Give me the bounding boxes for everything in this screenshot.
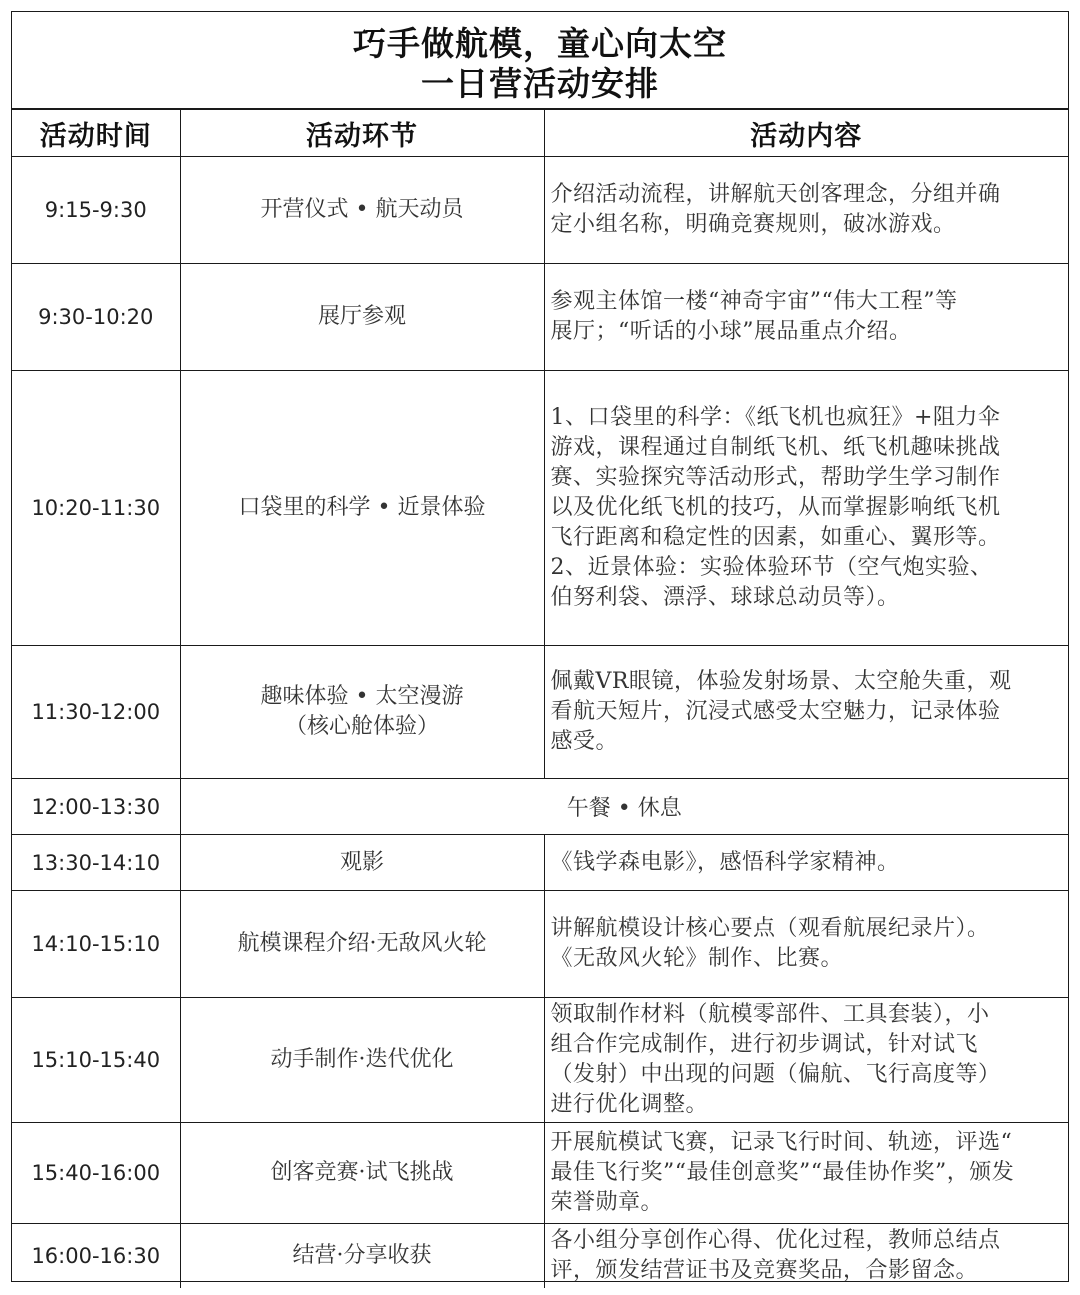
activity-session [180, 371, 544, 646]
activity-time: 13:30-14:10 [12, 835, 180, 891]
content-line: 进行优化调整。 [550, 1092, 709, 1117]
table-row [12, 835, 1068, 891]
session-line: 观影 [339, 849, 384, 875]
activity-session [180, 264, 544, 371]
activity-content [544, 998, 1068, 1123]
activity-session [180, 157, 544, 264]
content-line: 以及优化纸飞机的技巧，从而掌握影响纸飞机 [550, 495, 1001, 520]
header-content: 活动内容 [544, 110, 1068, 157]
content-line: 评，颁发结营证书及竞赛奖品，合影留念。 [550, 1258, 979, 1283]
lunch-break: 午餐 • 休息 [180, 779, 1068, 835]
activity-time: 15:10-15:40 [12, 998, 180, 1123]
content-line: 最佳飞行奖”“最佳创意奖”“最佳协作奖”，颁发 [550, 1160, 1015, 1185]
activity-time: 12:00-13:30 [12, 779, 180, 835]
content-line: 定小组名称，明确竞赛规则，破冰游戏。 [550, 212, 956, 237]
activity-session [180, 835, 544, 891]
activity-session [180, 891, 544, 998]
session-line: 趣味体验 • 太空漫游 [260, 684, 464, 709]
content-line: 2、近景体验：实验体验环节（空气炮实验、 [550, 555, 993, 580]
content-line: 游戏，课程通过自制纸飞机、纸飞机趣味挑战 [550, 435, 1001, 460]
table-row [12, 998, 1068, 1123]
table-row [12, 371, 1068, 646]
header-session: 活动环节 [180, 110, 544, 157]
activity-time: 9:30-10:20 [12, 264, 180, 371]
content-line: 参观主体馆一楼“神奇宇宙”“伟大工程”等 [550, 289, 958, 314]
activity-content [544, 1224, 1068, 1289]
session-line: （核心舱体验） [284, 714, 439, 739]
content-line: 各小组分享创作心得、优化过程，教师总结点 [550, 1228, 1001, 1253]
table-row [12, 646, 1068, 779]
content-line: 领取制作材料（航模零部件、工具套装），小 [550, 1002, 990, 1027]
content-line: 讲解航模设计核心要点（观看航展纪录片）。 [550, 916, 990, 941]
session-line: 结营·分享收获 [292, 1243, 432, 1268]
content-line: 荣誉勋章。 [550, 1190, 664, 1215]
activity-time: 14:10-15:10 [12, 891, 180, 998]
content-line: 开展航模试飞赛，记录飞行时间、轨迹，评选“ [550, 1130, 1013, 1155]
activity-content [544, 264, 1068, 371]
main-title: 巧手做航模，童心向太空 [353, 24, 727, 63]
header-time: 活动时间 [12, 110, 180, 157]
table-row [12, 891, 1068, 998]
content-line: 《钱学森电影》，感悟科学家精神。 [550, 849, 900, 875]
schedule-sheet [11, 11, 1069, 1282]
session-line: 动手制作·迭代优化 [270, 1047, 454, 1072]
content-line: 介绍活动流程，讲解航天创客理念，分组并确 [550, 182, 1001, 207]
content-line: 感受。 [550, 729, 619, 754]
table-row [12, 264, 1068, 371]
content-line: 佩戴VR眼镜，体验发射场景、太空舱失重，观 [550, 669, 1012, 694]
content-line: 飞行距离和稳定性的因素，如重心、翼形等。 [550, 525, 1001, 550]
activity-session [180, 1224, 544, 1289]
activity-session [180, 646, 544, 779]
activity-content [544, 1123, 1068, 1224]
activity-time: 10:20-11:30 [12, 371, 180, 646]
title-block [12, 12, 1068, 109]
activity-content [544, 157, 1068, 264]
table-row [12, 157, 1068, 264]
content-line: 组合作完成制作，进行初步调试，针对试飞 [550, 1032, 979, 1057]
content-line: 伯努利袋、漂浮、球球总动员等）。 [550, 585, 900, 610]
activity-session [180, 998, 544, 1123]
table-row [12, 779, 1068, 835]
session-line: 开营仪式 • 航天动员 [260, 197, 464, 222]
sub-title: 一日营活动安排 [421, 64, 659, 103]
session-line: 口袋里的科学 • 近景体验 [238, 495, 486, 520]
header-row [12, 110, 1068, 157]
content-line: 《无敌风火轮》制作、比赛。 [550, 946, 844, 971]
activity-content [544, 891, 1068, 998]
session-line: 航模课程介绍·无敌风火轮 [237, 931, 487, 956]
activity-content [544, 835, 1068, 891]
schedule-table [12, 109, 1068, 1288]
session-line: 展厅参观 [317, 304, 406, 329]
activity-time: 9:15-9:30 [12, 157, 180, 264]
activity-content [544, 646, 1068, 779]
activity-content [544, 371, 1068, 646]
content-line: 看航天短片，沉浸式感受太空魅力，记录体验 [550, 699, 1001, 724]
content-line: 展厅；“听话的小球”展品重点介绍。 [550, 319, 912, 344]
activity-time: 15:40-16:00 [12, 1123, 180, 1224]
session-line: 创客竞赛·试飞挑战 [270, 1160, 454, 1185]
content-line: （发射）中出现的问题（偏航、飞行高度等） [550, 1062, 1001, 1087]
activity-session [180, 1123, 544, 1224]
activity-time: 11:30-12:00 [12, 646, 180, 779]
table-row [12, 1224, 1068, 1289]
content-line: 1、口袋里的科学：《纸飞机也疯狂》+阻力伞 [550, 405, 1001, 430]
table-row [12, 1123, 1068, 1224]
activity-time: 16:00-16:30 [12, 1224, 180, 1289]
content-line: 赛、实验探究等活动形式，帮助学生学习制作 [550, 465, 1001, 490]
